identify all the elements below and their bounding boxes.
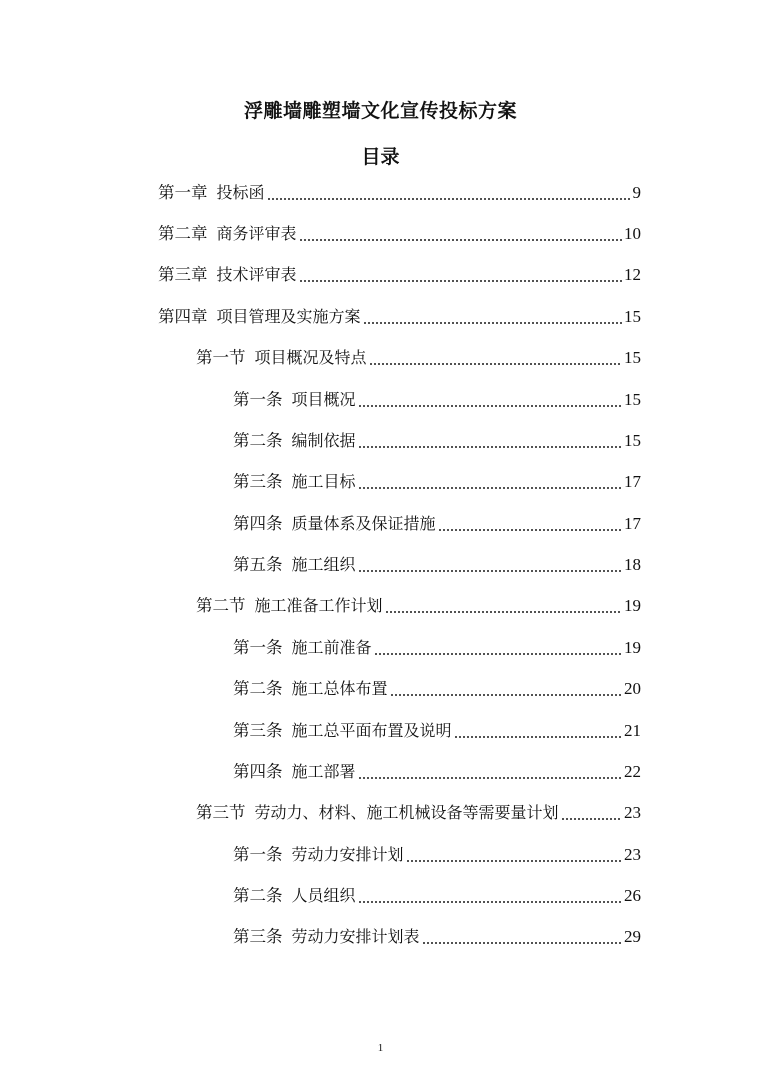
toc-entry[interactable] <box>233 883 641 909</box>
toc-entry[interactable] <box>196 345 641 371</box>
toc-dot-leader <box>358 405 622 407</box>
toc-entry-page: 17 <box>624 472 641 491</box>
toc-entry[interactable] <box>233 842 641 868</box>
toc-entry-page: 15 <box>624 431 641 450</box>
document-title: 浮雕墙雕塑墙文化宣传投标方案 <box>243 100 517 122</box>
toc-entry-number: 第一条 <box>233 638 283 657</box>
toc-entry[interactable] <box>233 428 641 454</box>
toc-entry-number: 第一节 <box>196 348 246 367</box>
toc-entry-page: 23 <box>624 845 641 864</box>
toc-entry-page: 17 <box>624 514 641 533</box>
toc-entry[interactable] <box>196 593 641 619</box>
toc-dot-leader <box>358 777 622 779</box>
toc-entry[interactable] <box>158 262 641 288</box>
toc-dot-leader <box>358 901 622 903</box>
toc-entry[interactable] <box>233 924 641 950</box>
toc-entry-title: 施工组织 <box>291 555 356 574</box>
toc-entry[interactable] <box>233 635 641 661</box>
toc-entry-page: 22 <box>624 762 641 781</box>
toc-dot-leader <box>390 694 622 696</box>
toc-dot-leader <box>374 653 622 655</box>
toc-entry-number: 第三条 <box>233 927 283 946</box>
toc-entry[interactable] <box>233 718 641 744</box>
toc-entry-title: 人员组织 <box>291 886 356 905</box>
toc-entry-title: 劳动力安排计划表 <box>291 927 420 946</box>
toc-entry-title: 施工部署 <box>291 762 356 781</box>
toc-entry-page: 19 <box>624 596 641 615</box>
page-number: 1 <box>377 1042 384 1054</box>
toc-entry-page: 15 <box>624 348 641 367</box>
toc-dot-leader <box>267 198 631 200</box>
toc-entry[interactable] <box>158 180 641 206</box>
toc-entry-page: 29 <box>624 927 641 946</box>
toc-entry-title: 施工目标 <box>291 472 356 491</box>
toc-entry-title: 投标函 <box>216 183 265 202</box>
toc-entry-title: 施工总体布置 <box>291 679 388 698</box>
toc-dot-leader <box>358 487 622 489</box>
toc-entry-title: 施工准备工作计划 <box>254 596 383 615</box>
toc-entry[interactable] <box>233 676 641 702</box>
toc-entry-number: 第四条 <box>233 514 283 533</box>
toc-entry-page: 15 <box>624 390 641 409</box>
toc-entry-number: 第一条 <box>233 845 283 864</box>
toc-dot-leader <box>406 860 622 862</box>
toc-dot-leader <box>299 239 622 241</box>
toc-entry-page: 20 <box>624 679 641 698</box>
toc-entry-number: 第一章 <box>158 183 208 202</box>
toc-dot-leader <box>358 446 622 448</box>
toc-entry-title: 项目管理及实施方案 <box>216 307 361 326</box>
toc-entry[interactable] <box>233 552 641 578</box>
toc-entry-number: 第五条 <box>233 555 283 574</box>
toc-entry[interactable] <box>233 469 641 495</box>
toc-entry-title: 项目概况及特点 <box>254 348 367 367</box>
toc-dot-leader <box>385 611 622 613</box>
toc-entry[interactable] <box>196 800 641 826</box>
toc-entry-number: 第三节 <box>196 803 246 822</box>
toc-entry-title: 商务评审表 <box>216 224 297 243</box>
toc-entry-number: 第一条 <box>233 390 283 409</box>
toc-entry-number: 第三章 <box>158 265 208 284</box>
toc-heading: 目录 <box>361 146 400 168</box>
toc-entry-page: 18 <box>624 555 641 574</box>
toc-entry-page: 15 <box>624 307 641 326</box>
toc-entry-number: 第三条 <box>233 721 283 740</box>
toc-entry-title: 劳动力、材料、施工机械设备等需要量计划 <box>254 803 559 822</box>
toc-entry-number: 第四章 <box>158 307 208 326</box>
toc-entry-title: 编制依据 <box>291 431 356 450</box>
toc-dot-leader <box>358 570 622 572</box>
toc-entry-page: 19 <box>624 638 641 657</box>
toc-entry[interactable] <box>158 304 641 330</box>
toc-dot-leader <box>363 322 622 324</box>
toc-entry-number: 第二章 <box>158 224 208 243</box>
toc-entry-page: 21 <box>624 721 641 740</box>
toc-entry[interactable] <box>158 221 641 247</box>
toc-dot-leader <box>561 818 622 820</box>
toc-entry-number: 第二条 <box>233 886 283 905</box>
toc-entry-page: 23 <box>624 803 641 822</box>
toc-entry[interactable] <box>233 511 641 537</box>
toc-entry-title: 劳动力安排计划 <box>291 845 404 864</box>
toc-entry-number: 第二节 <box>196 596 246 615</box>
toc-entry-page: 26 <box>624 886 641 905</box>
toc-entry-title: 施工前准备 <box>291 638 372 657</box>
toc-dot-leader <box>369 363 622 365</box>
toc-entry-title: 质量体系及保证措施 <box>291 514 436 533</box>
toc-dot-leader <box>454 736 622 738</box>
toc-entry[interactable] <box>233 387 641 413</box>
toc-entry-page: 10 <box>624 224 641 243</box>
toc-dot-leader <box>422 942 622 944</box>
toc-entry-title: 施工总平面布置及说明 <box>291 721 452 740</box>
toc-entry-page: 9 <box>632 183 641 202</box>
toc-entry-title: 技术评审表 <box>216 265 297 284</box>
toc-dot-leader <box>299 280 622 282</box>
toc-entry-number: 第二条 <box>233 679 283 698</box>
toc-dot-leader <box>438 529 622 531</box>
toc-entry-number: 第四条 <box>233 762 283 781</box>
toc-entry-title: 项目概况 <box>291 390 356 409</box>
toc-entry-number: 第二条 <box>233 431 283 450</box>
toc-entry-page: 12 <box>624 265 641 284</box>
toc-entry[interactable] <box>233 759 641 785</box>
toc-entry-number: 第三条 <box>233 472 283 491</box>
